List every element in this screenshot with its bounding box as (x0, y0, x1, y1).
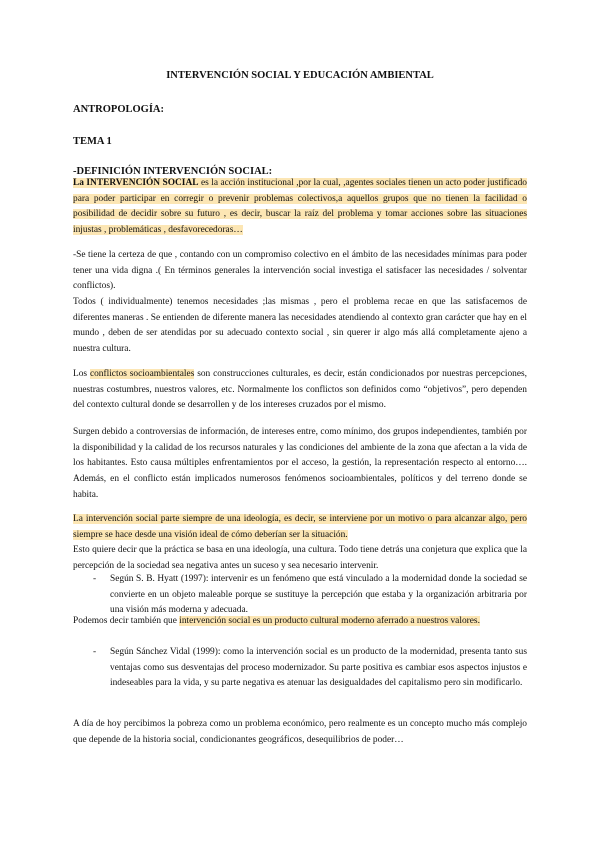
paragraph-certeza: -Se tiene la certeza de que , contando con un compromiso colectivo en el ámbito de las necesidades mínimas para poder tener una vida digna .( En términos generales la intervención social investiga el satisfacer las necesidades / solventar conflictos). (73, 250, 527, 292)
highlight-producto-cultural: intervención social es un producto cultural moderno aferrado a nuestros valores. (179, 616, 480, 626)
bullet-hyatt (73, 572, 527, 619)
bullet-sanchez-vidal (73, 645, 527, 692)
definition-text: es la acción institucional ,por la cual, ,agentes sociales tienen un acto poder justificado para poder participar en corregir o prevenir problemas colectivos,a aquellos grupos que no tienen la facilidad o posibilidad de decidir sobre su futuro , es decir, buscar la raíz del problema y tomar acciones sobre las situaciones injustas , problemáticas , desfavorecedoras… (73, 178, 527, 236)
paragraph-definition (73, 176, 527, 239)
definition-heading: -DEFINICIÓN INTERVENCIÓN SOCIAL: (73, 166, 273, 177)
bullet-hyatt-text: Según S. B. Hyatt (1997): intervenir es un fenómeno que está vinculado a la modernidad donde la sociedad se convierte en un objeto maleable porque se sustituye la percepción que estaba y la organización arbitraria por una visión más moderna y adecuada. (110, 574, 527, 616)
definition-term: La INTERVENCIÓN SOCIAL (73, 178, 199, 188)
bullet-dash: - (93, 574, 97, 584)
paragraph-surgen: Surgen debido a controversias de información, de intereses entre, como mínimo, dos grupos independientes, también por la disponibilidad y la calidad de los recursos naturales y las condiciones del ambiente de la zona que afectan a la vida de los habitantes. Esto causa múltiples enfrentamientos por el acceso, la gestión, la representación respecto al entorno…. Además, en el conflicto están implicados numerosos fenómenos socioambientales, políticos y del terreno donde se habita. (73, 427, 527, 500)
bullet-dash: - (93, 647, 97, 657)
paragraph-ideologia: La intervención social parte siempre de una ideología, es decir, se interviene por un motivo o para alcanzar algo, pero siempre se hace desde una visión ideal de cómo deberían ser la situación. (73, 514, 527, 540)
document-title: INTERVENCIÓN SOCIAL Y EDUCACIÓN AMBIENTAL (166, 70, 434, 81)
highlight-conflictos: conflictos socioambientales (89, 369, 195, 379)
paragraph-producto-cultural: Podemos decir también que intervención social es un producto cultural moderno aferrado a nuestros valores. (73, 616, 480, 626)
paragraph-pobreza: A día de hoy percibimos la pobreza como un problema económico, pero realmente es un concepto mucho más complejo que depende de la historia social, condicionantes geográficos, desequilibrios de poder… (73, 719, 527, 745)
subject-heading: ANTROPOLOGÍA: (73, 104, 165, 115)
bullet-sanchez-vidal-text: Según Sánchez Vidal (1999): como la intervención social es un producto de la modernidad, presenta tanto sus ventajas como sus desventajas del proceso modernizador. Su parte positiva es cambiar esos aspectos injustos e indeseables para la vida, y su parte negativa es atenuar las desigualdades del capitalismo pero sin modificarlo. (110, 647, 527, 689)
paragraph-necesidades: Todos ( individualmente) tenemos necesidades ;las mismas , pero el problema recae en que las satisfacemos de diferentes maneras . Se entienden de diferente manera las necesidades atendiendo al contexto gran carácter que hay en el mundo , deben de ser atendidas por su adecuado contexto social , sin querer ir algo más allá completamente ajeno a nuestra cultura. (73, 297, 527, 355)
tema-heading: TEMA 1 (73, 136, 112, 147)
paragraph-practica: Esto quiere decir que la práctica se basa en una ideología, una cultura. Todo tiene detrás una conjetura que explica que la percepción de la sociedad sea negativa antes un suceso y sea necesario intervenir. (73, 545, 527, 571)
paragraph-conflictos: Los conflictos socioambientales son construcciones culturales, es decir, están condicionados por nuestras percepciones, nuestras costumbres, nuestros valores, etc. Normalmente los conflictos son definidos como “objetivos”, pero dependen del contexto cultural donde se desarrollen y de los intereses cruzados por el mismo. (73, 369, 527, 411)
